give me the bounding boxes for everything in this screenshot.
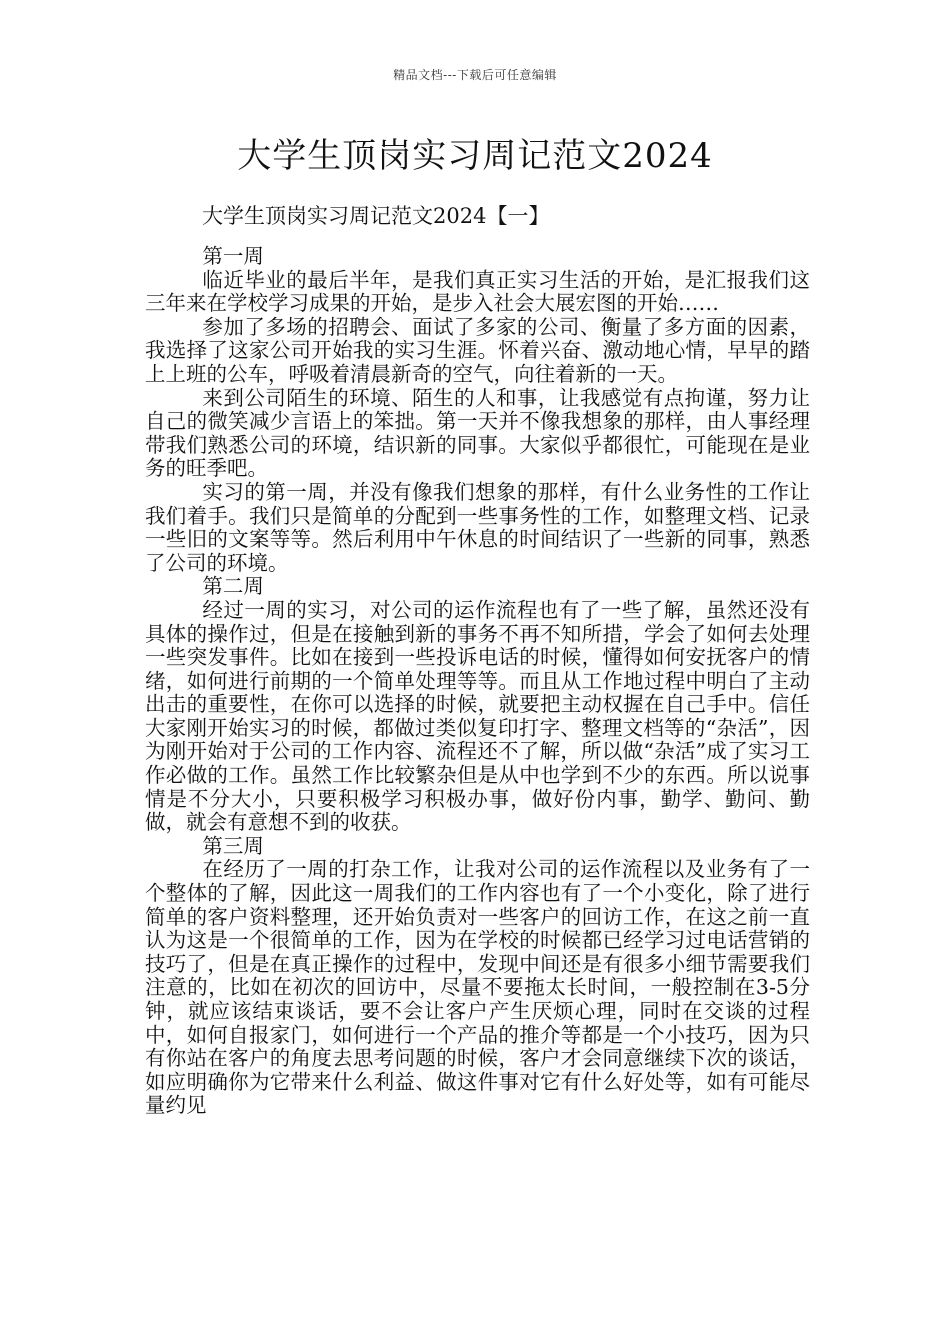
body-paragraph: 实习的第一周，并没有像我们想象的那样，有什么业务性的工作让我们着手。我们只是简单的分配到一些事务性的工作，如整理文档、记录一些旧的文案等等。然后利用中午休息的时间结识了一些新的同事，熟悉了公司的环境。	[145, 479, 810, 575]
week-heading: 第二周	[202, 574, 264, 599]
document-body	[145, 245, 810, 1118]
document-title: 大学生顶岗实习周记范文2024	[237, 136, 713, 176]
week-heading: 第三周	[202, 833, 264, 858]
week-heading: 第一周	[202, 244, 264, 268]
section-title: 大学生顶岗实习周记范文2024【一】	[202, 204, 550, 228]
body-paragraph: 临近毕业的最后半年，是我们真正实习生活的开始，是汇报我们这三年来在学校学习成果的开始，是步入社会大展宏图的开始……	[145, 267, 810, 316]
body-paragraph: 经过一周的实习，对公司的运作流程也有了一些了解，虽然还没有具体的操作过，但是在接触到新的事务不再不知所措，学会了如何去处理一些突发事件。比如在接到一些投诉电话的时候，懂得如何安抚客户的情绪，如何进行前期的一个简单处理等等。而且从工作地过程中明白了主动出击的重要性，在你可以选择的时候，就要把主动权握在自己手中。信任大家刚开始实习的时候，都做过类似复印打字、整理文档等的“杂活”，因为刚开始对于公司的工作内容、流程还不了解，所以做“杂活”成了实习工作必做的工作。虽然工作比较繁杂但是从中也学到不少的东西。所以说事情是不分大小，只要积极学习积极办事，做好份内事，勤学、勤问、勤做，就会有意想不到的收获。	[145, 597, 810, 835]
body-paragraph: 在经历了一周的打杂工作，让我对公司的运作流程以及业务有了一个整体的了解，因此这一周我们的工作内容也有了一个小变化，除了进行简单的客户资料整理，还开始负责对一些客户的回访工作，在这之前一直认为这是一个很简单的工作，因为在学校的时候都已经学习过电话营销的技巧了，但是在真正操作的过程中，发现中间还是有很多小细节需要我们注意的，比如在初次的回访中，尽量不要拖太长时间，一般控制在3-5分钟，就应该结束谈话，要不会让客户产生厌烦心理，同时在交谈的过程中，如何自报家门，如何进行一个产品的推介等都是一个小技巧，因为只有你站在客户的角度去思考问题的时候，客户才会同意继续下次的谈话，如应明确你为它带来什么利益、做这件事对它有什么好处等，如有可能尽量约见	[145, 857, 810, 1118]
body-paragraph: 来到公司陌生的环境、陌生的人和事，让我感觉有点拘谨，努力让自己的微笑减少言语上的笨拙。第一天并不像我想象的那样，由人事经理带我们熟悉公司的环境，结识新的同事。大家似乎都很忙，可能现在是业务的旺季吧。	[145, 385, 810, 481]
page-header: 精品文档---下载后可任意编辑	[393, 68, 557, 82]
body-paragraph: 参加了多场的招聘会、面试了多家的公司、衡量了多方面的因素，我选择了这家公司开始我的实习生涯。怀着兴奋、激动地心情，早早的踏上上班的公车，呼吸着清晨新奇的空气，向往着新的一天。	[145, 314, 810, 386]
